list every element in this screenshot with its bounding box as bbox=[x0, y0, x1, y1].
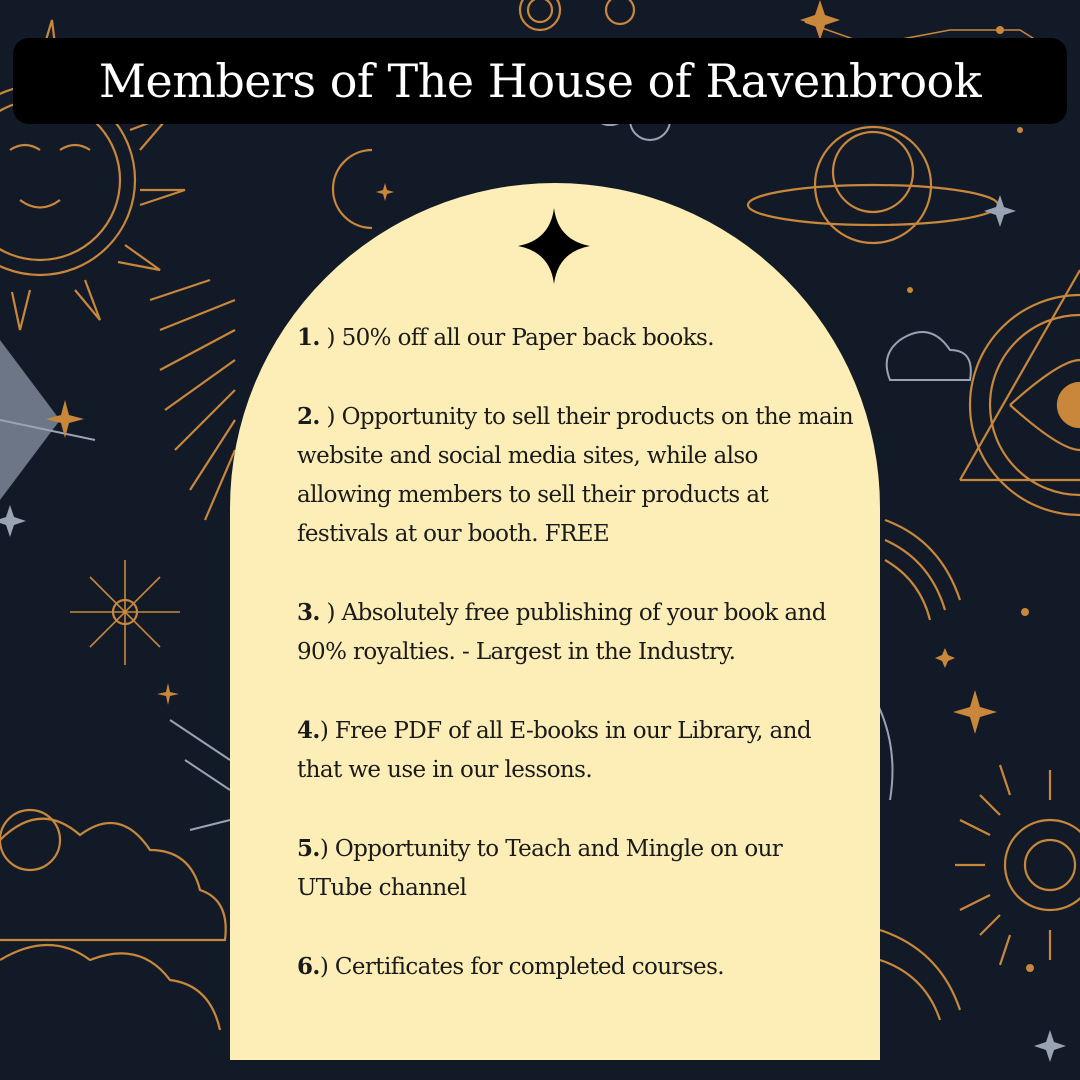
cloud-icon bbox=[0, 810, 226, 1030]
sunburst-icon bbox=[150, 280, 235, 520]
eye-icon bbox=[960, 270, 1080, 515]
benefit-number: 6. bbox=[297, 953, 320, 980]
planet-icon bbox=[748, 127, 998, 243]
benefit-number: 2. bbox=[297, 403, 320, 430]
benefit-number: 5. bbox=[297, 835, 320, 862]
benefit-item bbox=[297, 947, 857, 987]
benefit-text: ) Opportunity to sell their products on the main website and social media sites, while also allowing members to sell their products at festivals at our booth. FREE bbox=[297, 404, 854, 547]
page-title: Members of The House of Ravenbrook bbox=[98, 54, 982, 108]
benefit-item bbox=[297, 711, 857, 790]
sparkle-icon bbox=[800, 0, 840, 40]
benefit-item bbox=[297, 318, 857, 358]
benefit-text: ) 50% off all our Paper back books. bbox=[319, 325, 714, 351]
sparkle-icon bbox=[46, 400, 84, 438]
benefit-number: 4. bbox=[297, 717, 320, 744]
benefit-item bbox=[297, 397, 857, 554]
benefit-text: ) Absolutely free publishing of your book and 90% royalties. - Largest in the Industry. bbox=[297, 600, 826, 665]
benefit-text: ) Opportunity to Teach and Mingle on our UTube channel bbox=[297, 836, 783, 901]
benefit-text: ) Free PDF of all E-books in our Library, and that we use in our lessons. bbox=[297, 718, 811, 783]
benefits-list bbox=[297, 318, 857, 987]
benefit-number: 3. bbox=[297, 599, 320, 626]
benefit-item bbox=[297, 829, 857, 908]
benefit-item bbox=[297, 593, 857, 672]
sparkle-icon bbox=[953, 690, 997, 734]
four-point-star-icon bbox=[518, 208, 590, 284]
benefit-number: 1. bbox=[297, 324, 320, 351]
sun-icon bbox=[955, 765, 1080, 965]
benefit-text: ) Certificates for completed courses. bbox=[319, 954, 724, 980]
crescent-moon-icon bbox=[333, 150, 372, 228]
title-banner bbox=[13, 38, 1067, 124]
